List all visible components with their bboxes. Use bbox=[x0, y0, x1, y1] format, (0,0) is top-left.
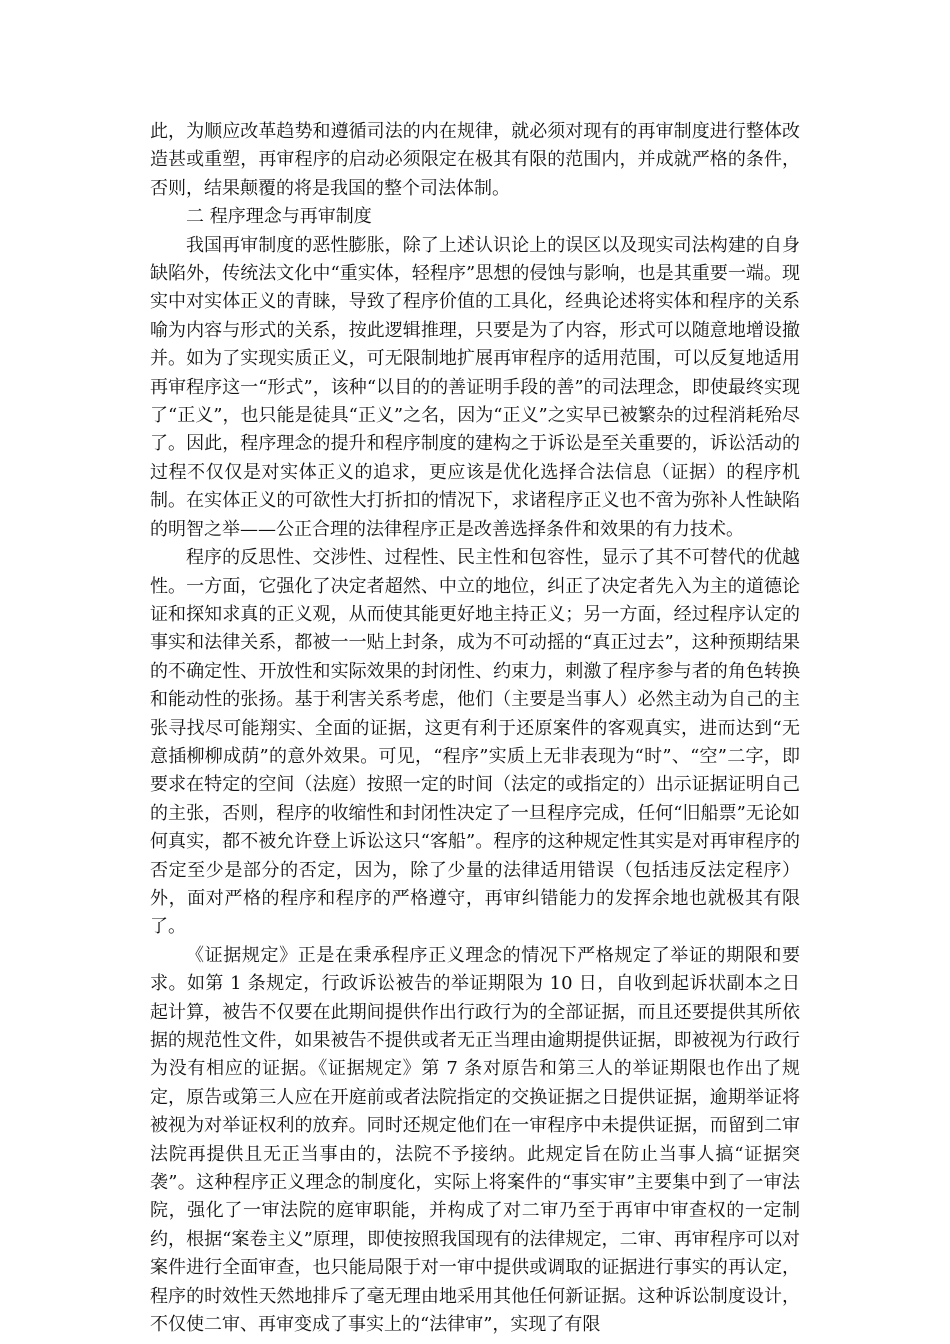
body-paragraph: 《证据规定》正是在秉承程序正义理念的情况下严格规定了举证的期限和要求。如第 1 条规定，行政诉讼被告的举证期限为 10 日，自收到起诉状副本之日起计算，被告不仅要在此期间提供作出行政行为的全部证据，而且还要提供其所依据的规范性文件，如果被告不提供或者无正当理由逾期提供证据，即被视为行政行为没有相应的证据。《证据规定》第 7 条对原告和第三人的举证期限也作出了规定，原告或第三人应在开庭前或者法院指定的交换证据之日提供证据，逾期举证将被视为对举证权利的放弃。同时还规定他们在一审程序中未提供证据，而留到二审法院再提供且无正当事由的，法院不予接纳。此规定旨在防止当事人搞“证据突袭”。这种程序正义理念的制度化，实际上将案件的“事实审”主要集中到了一审法院，强化了一审法院的庭审职能，并构成了对二审乃至于再审中审查权的一定制约，根据“案卷主义”原理，即使按照我国现有的法律规定，二审、再审程序可以对案件进行全面审查，也只能局限于对一审中提供或调取的证据进行事实的再认定，程序的时效性天然地排斥了毫无理由地采用其他任何新证据。这种诉讼制度设计，不仅使二审、再审变成了事实上的“法律审”，实现了有限 bbox=[150, 944, 800, 1336]
section-heading: 二 程序理念与再审制度 bbox=[186, 206, 372, 228]
opening-paragraph: 此，为顺应改革趋势和遵循司法的内在规律，就必须对现有的再审制度进行整体改造甚或重塑，再审程序的启动必须限定在极其有限的范围内，并成就严格的条件，否则，结果颠覆的将是我国的整个司法体制。 bbox=[150, 121, 800, 199]
body-paragraph: 程序的反思性、交涉性、过程性、民主性和包容性，显示了其不可替代的优越性。一方面，它强化了决定者超然、中立的地位，纠正了决定者先入为主的道德论证和探知求真的正义观，从而使其能更好地主持正义；另一方面，经过程序认定的事实和法律关系，都被一一贴上封条，成为不可动摇的“真正过去”，这种预期结果的不确定性、开放性和实际效果的封闭性、约束力，刺激了程序参与者的角色转换和能动性的张扬。基于利害关系考虑，他们（主要是当事人）必然主动为自己的主张寻找尽可能翔实、全面的证据，这更有利于还原案件的客观真实，进而达到“无意插柳柳成荫”的意外效果。可见，“程序”实质上无非表现为“时”、“空”二字，即要求在特定的空间（法庭）按照一定的时间（法定的或指定的）出示证据证明自己的主张，否则，程序的收缩性和封闭性决定了一旦程序完成，任何“旧船票”无论如何真实，都不被允许登上诉讼这只“客船”。程序的这种规定性其实是对再审程序的否定至少是部分的否定，因为，除了少量的法律适用错误（包括违反法定程序）外，面对严格的程序和程序的严格遵守，再审纠错能力的发挥余地也就极其有限了。 bbox=[150, 547, 800, 938]
body-paragraph: 我国再审制度的恶性膨胀，除了上述认识论上的误区以及现实司法构建的自身缺陷外，传统法文化中“重实体，轻程序”思想的侵蚀与影响，也是其重要一端。现实中对实体正义的青睐，导致了程序价值的工具化，经典论述将实体和程序的关系喻为内容与形式的关系，按此逻辑推理，只要是为了内容，形式可以随意地增设撤并。如为了实现实质正义，可无限制地扩展再审程序的适用范围，可以反复地适用再审程序这一“形式”，该种“以目的的善证明手段的善”的司法理念，即使最终实现了“正义”，也只能是徒具“正义”之名，因为“正义”之实早已被繁杂的过程消耗殆尽了。因此，程序理念的提升和程序制度的建构之于诉讼是至关重要的，诉讼活动的过程不仅仅是对实体正义的追求，更应该是优化选择合法信息（证据）的程序机制。在实体正义的可欲性大打折扣的情况下，求诸程序正义也不啻为弥补人性缺陷的明智之举——公正合理的法律程序正是改善选择条件和效果的有力技术。 bbox=[150, 234, 800, 540]
document-page bbox=[150, 118, 800, 1339]
